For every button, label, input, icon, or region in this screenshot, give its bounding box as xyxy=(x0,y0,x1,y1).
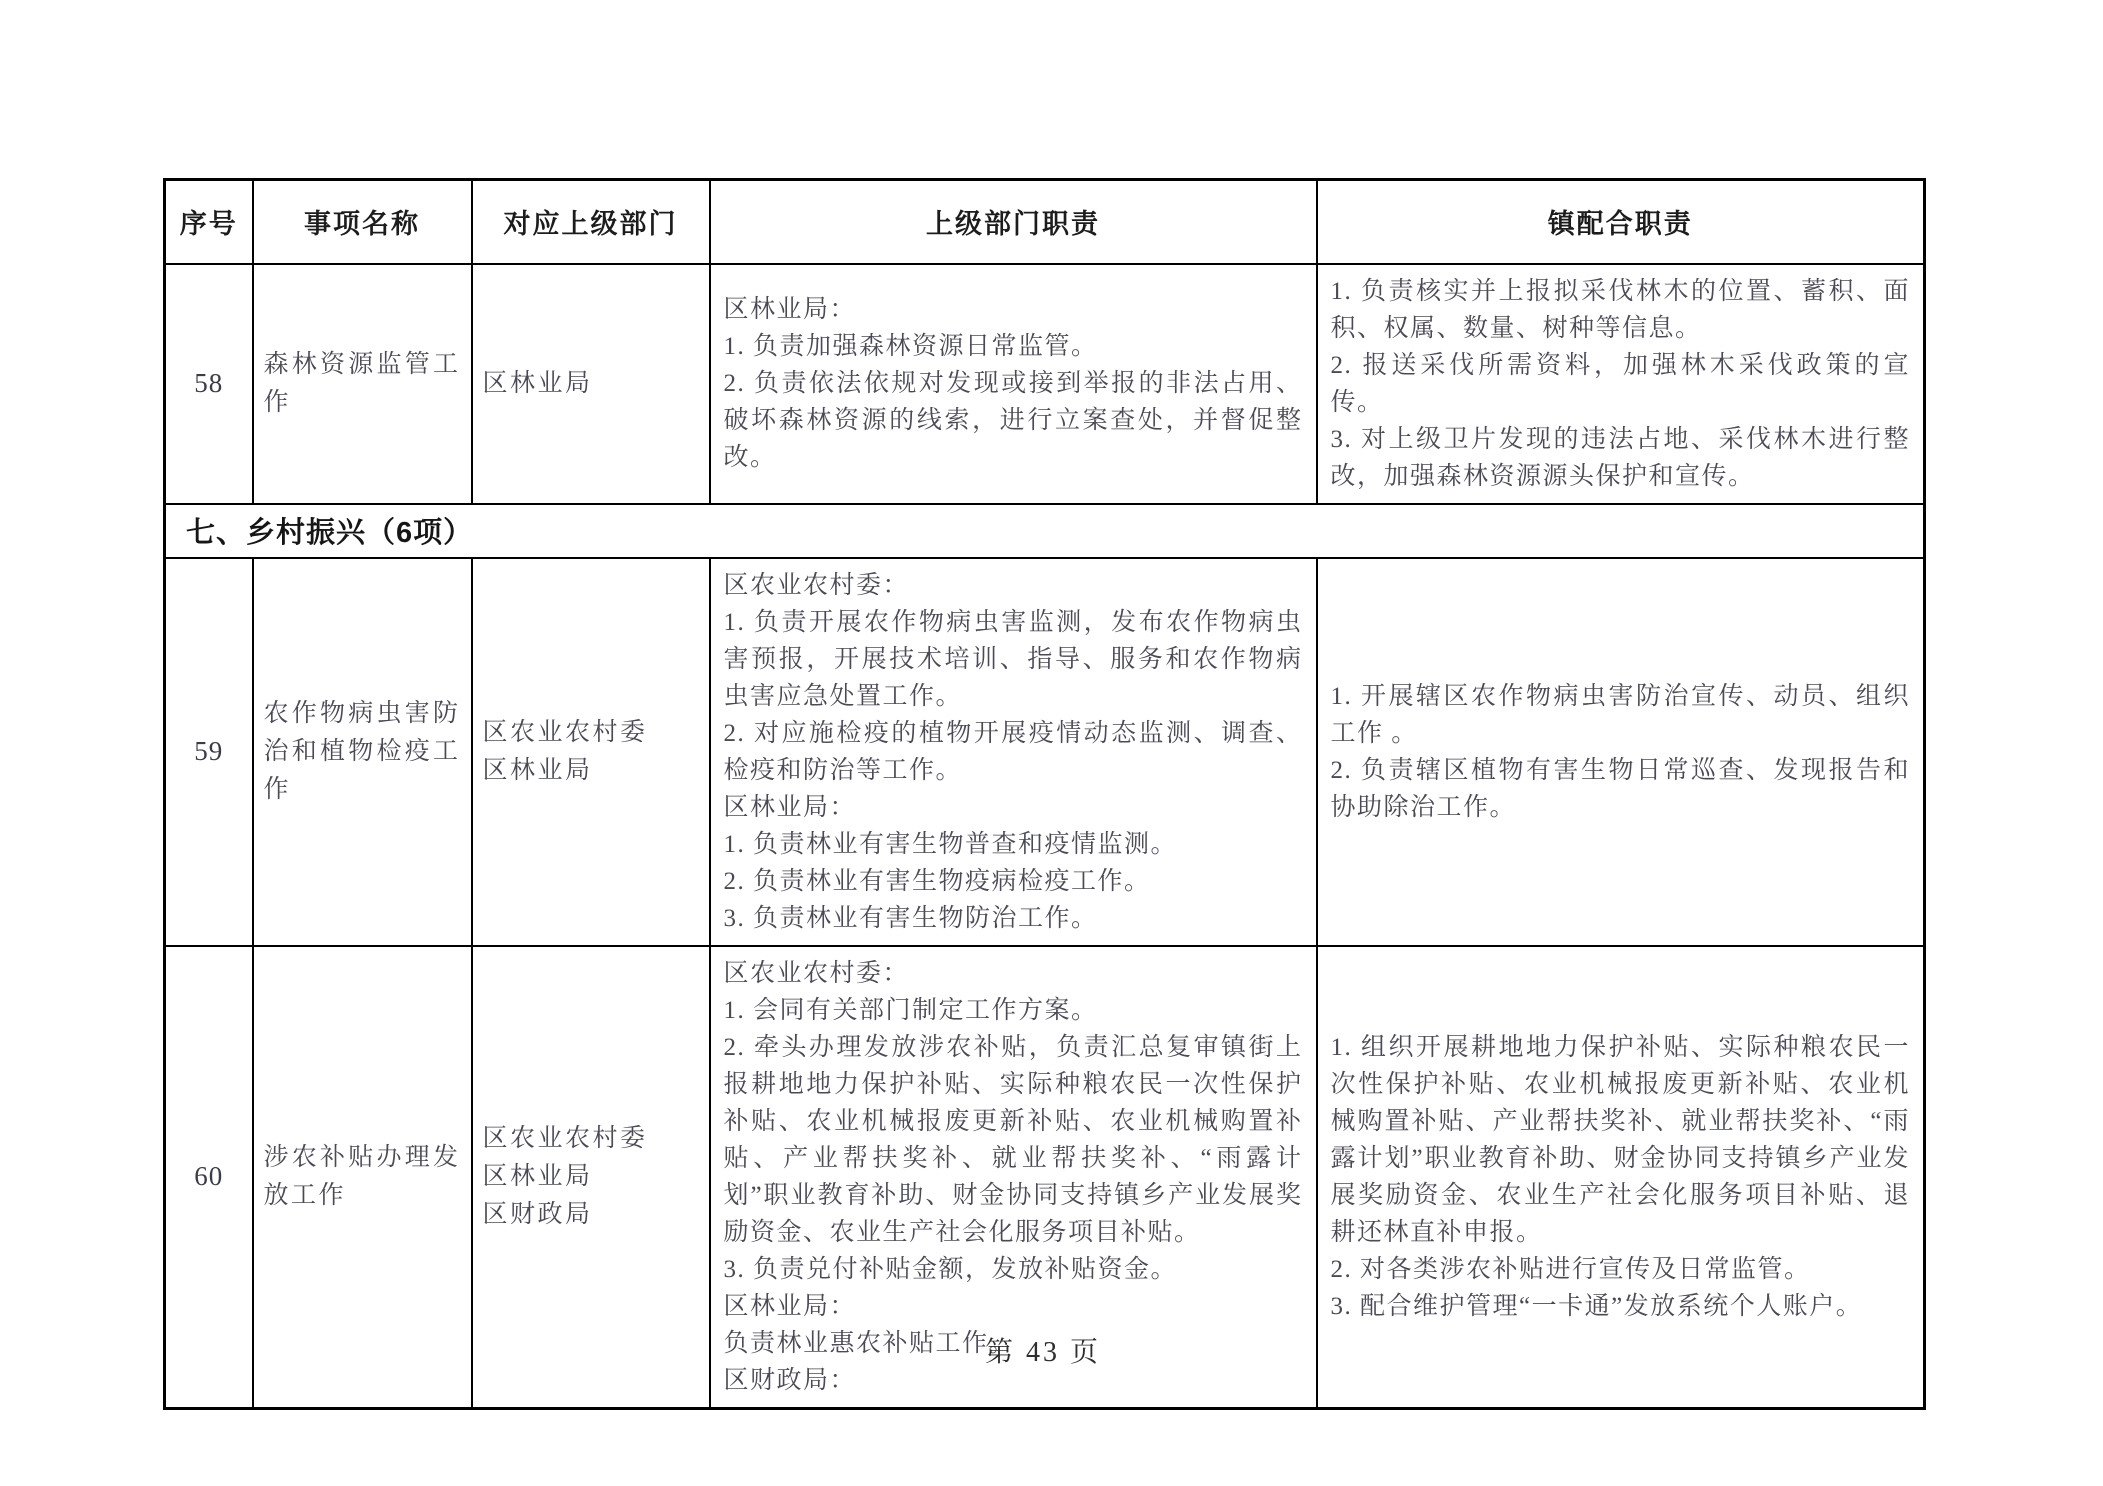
page-number: 第 43 页 xyxy=(984,1337,1101,1368)
column-header-superior-department: 对应上级部门 xyxy=(472,180,710,264)
department-line: 区财政局 xyxy=(482,1200,593,1228)
duty-line: 2. 对各类涉农补贴进行宣传及日常监管。 xyxy=(1330,1255,1811,1283)
duty-line: 负责林业惠农补贴工作。 xyxy=(723,1329,1016,1357)
duty-line: 区农业农村委： xyxy=(723,571,910,599)
row-index: 58 xyxy=(165,264,253,504)
responsibility-table xyxy=(163,178,1926,1410)
superior-duties xyxy=(710,558,1317,946)
item-name: 农作物病虫害防治和植物检疫工作 xyxy=(253,558,472,946)
duty-line: 区林业局： xyxy=(723,296,857,323)
duty-line: 1. 负责加强森林资源日常监管。 xyxy=(723,333,1098,360)
duty-line: 1. 组织开展耕地地力保护补贴、实际种粮农民一次性保护补贴、农业机械报废更新补贴、农业机械购置补贴、产业帮扶奖补、就业帮扶奖补、“雨露计划”职业教育补助、财金协同支持镇乡产业发展奖励资金、农业生产社会化服务项目补贴、退耕还林直补申报。 xyxy=(1330,1033,1910,1246)
section-header: 七、乡村振兴（6项） xyxy=(165,504,1925,558)
section-header-row xyxy=(165,504,1925,558)
row-index: 59 xyxy=(165,558,253,946)
duty-line: 2. 负责依法依规对发现或接到举报的非法占用、破坏森林资源的线索，进行立案查处，并督促整改。 xyxy=(723,370,1303,471)
duty-line: 3. 对上级卫片发现的违法占地、采伐林木进行整改，加强森林资源源头保护和宣传。 xyxy=(1330,425,1910,490)
column-header-town-duties: 镇配合职责 xyxy=(1317,180,1925,264)
column-header-index: 序号 xyxy=(165,180,253,264)
superior-department-list xyxy=(472,558,710,946)
duty-line: 1. 负责核实并上报拟采伐林木的位置、蓄积、面积、权属、数量、树种等信息。 xyxy=(1330,277,1910,342)
item-name: 涉农补贴办理发放工作 xyxy=(253,946,472,1409)
duty-line: 2. 负责辖区植物有害生物日常巡查、发现报告和协助除治工作。 xyxy=(1330,756,1910,821)
duty-line: 2. 负责林业有害生物疫病检疫工作。 xyxy=(723,867,1151,895)
department-line: 区农业农村委 xyxy=(482,718,648,746)
duty-line: 区财政局： xyxy=(723,1366,857,1394)
duty-line: 区林业局： xyxy=(723,793,857,821)
table-row xyxy=(165,558,1925,946)
item-name: 森林资源监管工作 xyxy=(253,264,472,504)
department-line: 区林业局 xyxy=(482,1162,593,1190)
department-line: 区农业农村委 xyxy=(482,1124,648,1152)
town-duties xyxy=(1317,264,1925,504)
duty-line: 区农业农村委： xyxy=(723,959,910,987)
superior-department-list xyxy=(472,264,710,504)
duty-line: 2. 对应施检疫的植物开展疫情动态监测、调查、检疫和防治等工作。 xyxy=(723,719,1303,784)
duty-line: 1. 开展辖区农作物病虫害防治宣传、动员、组织工作 。 xyxy=(1330,682,1910,747)
duty-line: 3. 配合维护管理“一卡通”发放系统个人账户。 xyxy=(1330,1292,1863,1320)
duty-line: 2. 牵头办理发放涉农补贴，负责汇总复审镇街上报耕地地力保护补贴、实际种粮农民一次性保护补贴、农业机械报废更新补贴、农业机械购置补贴、产业帮扶奖补、就业帮扶奖补、“雨露计划”职业教育补助、财金协同支持镇乡产业发展奖励资金、农业生产社会化服务项目补贴。 xyxy=(723,1033,1303,1246)
town-duties xyxy=(1317,558,1925,946)
superior-duties xyxy=(710,264,1317,504)
table-row xyxy=(165,264,1925,504)
duty-line: 1. 会同有关部门制定工作方案。 xyxy=(723,996,1098,1024)
duty-line: 区林业局： xyxy=(723,1292,857,1320)
duty-line: 3. 负责兑付补贴金额，发放补贴资金。 xyxy=(723,1255,1178,1283)
duty-line: 1. 负责开展农作物病虫害监测，发布农作物病虫害预报，开展技术培训、指导、服务和农作物病虫害应急处置工作。 xyxy=(723,608,1303,710)
table-header-row xyxy=(165,180,1925,264)
duty-line: 2. 报送采伐所需资料，加强林木采伐政策的宣传。 xyxy=(1330,351,1910,416)
duty-line: 3. 负责林业有害生物防治工作。 xyxy=(723,904,1098,932)
department-line: 区林业局 xyxy=(482,369,593,397)
column-header-superior-duties: 上级部门职责 xyxy=(710,180,1317,264)
column-header-item-name: 事项名称 xyxy=(253,180,472,264)
duty-line: 1. 负责林业有害生物普查和疫情监测。 xyxy=(723,830,1178,858)
row-index: 60 xyxy=(165,946,253,1409)
department-line: 区林业局 xyxy=(482,756,593,784)
